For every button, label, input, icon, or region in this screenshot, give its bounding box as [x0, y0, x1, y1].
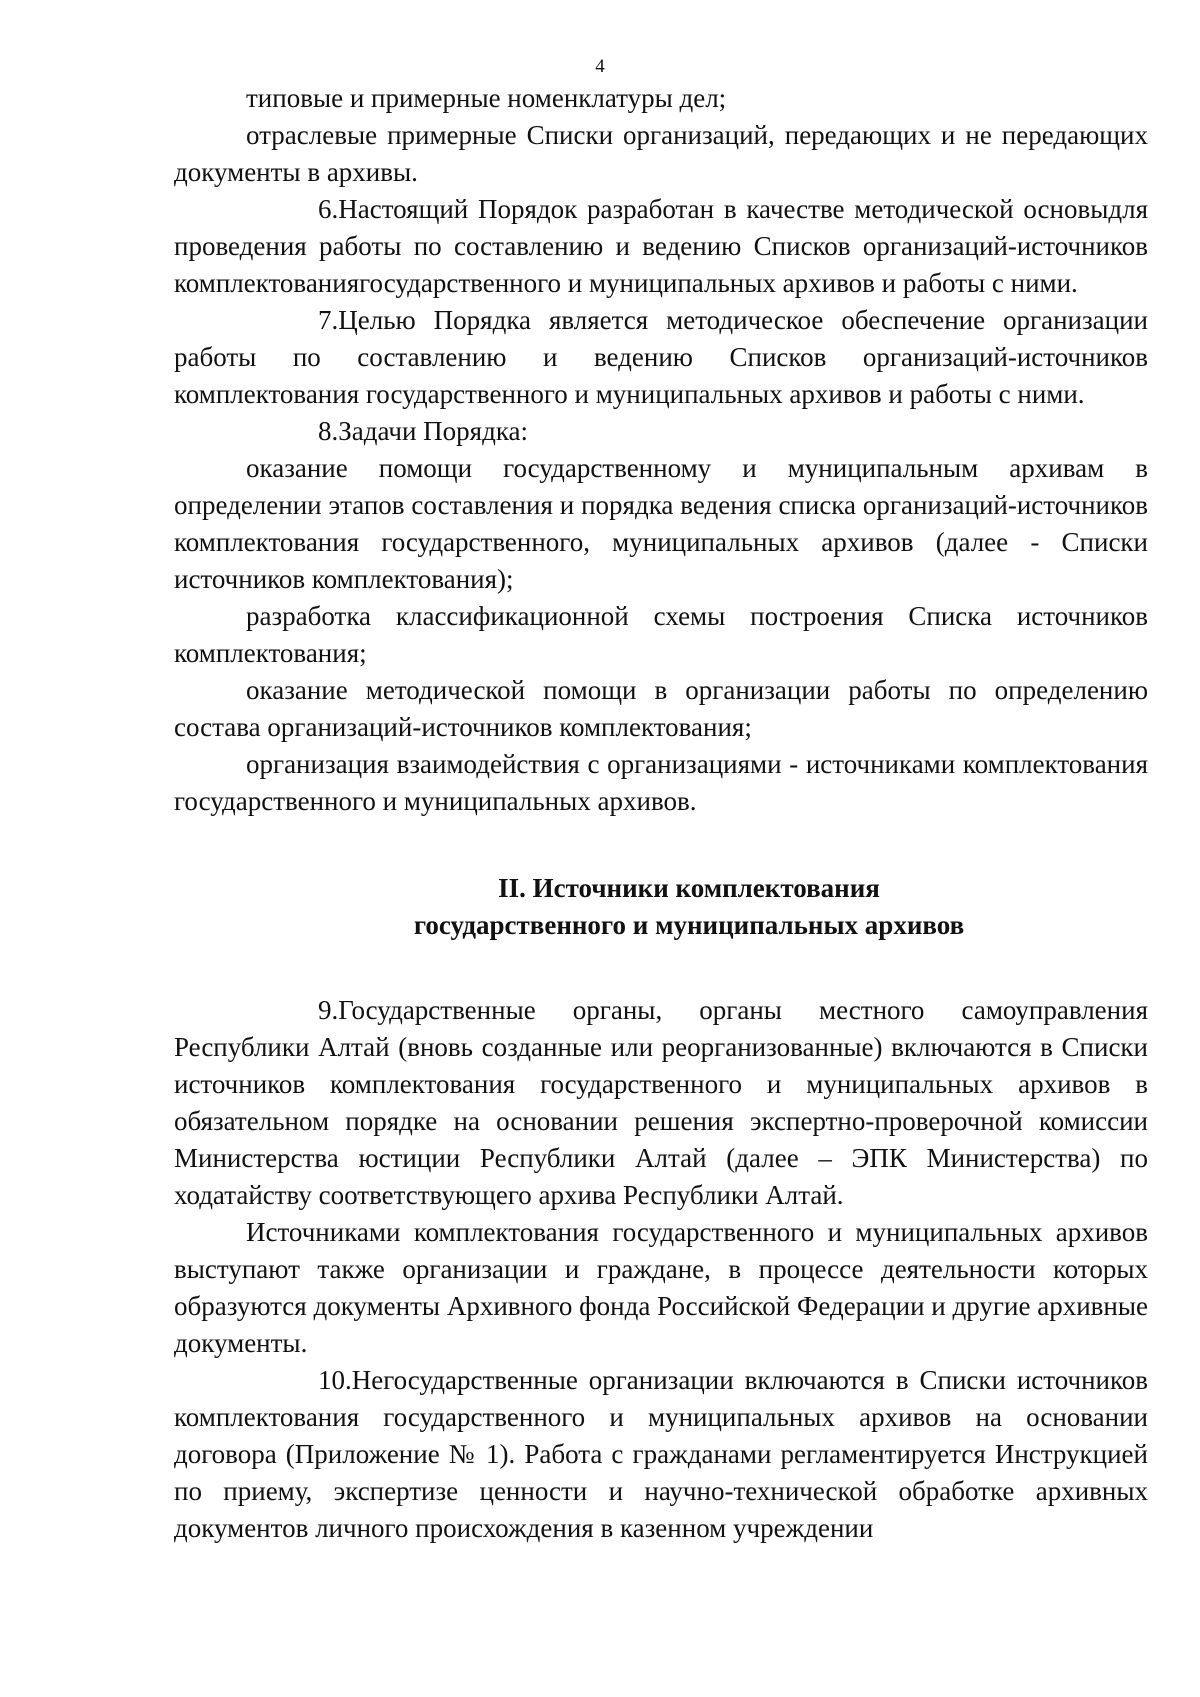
paragraph-number: 9.	[318, 995, 339, 1025]
paragraph-text: Негосударственные организации включаются в Списки источников комплектования государственного и муниципальных архивов на основании договора (Приложение № 1). Работа с гражданами регламентируется Инструкцией по приему, экспертизе ценности и научно-технической обработке архивных документов личного происхождения в казенном учреждении	[174, 1365, 1148, 1543]
paragraph	[174, 598, 1148, 672]
paragraph	[174, 672, 1148, 746]
paragraph	[174, 746, 1148, 820]
paragraph-text: типовые и примерные номенклатуры дел;	[246, 83, 727, 113]
numbered-paragraph	[174, 302, 1148, 413]
paragraph-text: Источниками комплектования государственного и муниципальных архивов выступают также организации и граждане, в процессе деятельности которых образуются документы Архивного фонда Российской Федерации и другие архивные документы.	[174, 1217, 1148, 1358]
paragraph-text: Целью Порядка является методическое обеспечение организации работы по составлению и ведению Списков организаций-источников комплектования государственного и муниципальных архивов и работы с ними.	[174, 305, 1148, 409]
paragraph-number: 8.	[318, 416, 339, 446]
paragraph	[174, 1214, 1148, 1362]
paragraph-text: Настоящий Порядок разработан в качестве методической основыдля проведения работы по составлению и ведению Списков организаций-источников комплектованиягосударственного и муниципальных архивов и работы с ними.	[174, 194, 1148, 298]
paragraph	[174, 117, 1148, 191]
paragraph-number: 6.	[318, 194, 339, 224]
section-heading-line-1: II. Источники комплектования	[498, 873, 880, 903]
paragraph-text: организация взаимодействия с организациями - источниками комплектования государственного и муниципальных архивов.	[174, 749, 1148, 816]
paragraph-text: оказание помощи государственному и муниципальным архивам в определении этапов составления и порядка ведения списка организаций-источников комплектования государственного, муниципальных архивов (далее - Списки источников комплектования);	[174, 453, 1148, 594]
page-number: 4	[595, 56, 605, 77]
section-heading	[174, 820, 1148, 992]
section-heading-line-2: государственного и муниципальных архивов	[413, 910, 965, 940]
numbered-paragraph	[174, 1362, 1148, 1547]
paragraph-number: 10.	[318, 1365, 352, 1395]
paragraph-text: Задачи Порядка:	[338, 416, 529, 446]
paragraph-text: отраслевые примерные Списки организаций, передающих и не передающих документы в архивы.	[174, 120, 1148, 187]
document-body	[174, 80, 1148, 1547]
paragraph	[174, 80, 1148, 117]
paragraph-number: 7.	[318, 305, 339, 335]
numbered-paragraph	[174, 413, 1148, 450]
paragraph-text: разработка классификационной схемы построения Списка источников комплектования;	[174, 601, 1148, 668]
numbered-paragraph	[174, 992, 1148, 1214]
numbered-paragraph	[174, 191, 1148, 302]
paragraph-text: Государственные органы, органы местного самоуправления Республики Алтай (вновь созданные или реорганизованные) включаются в Списки источников комплектования государственного и муниципальных архивов в обязательном порядке на основании решения экспертно-проверочной комиссии Министерства юстиции Республики Алтай (далее – ЭПК Министерства) по ходатайству соответствующего архива Республики Алтай.	[174, 995, 1148, 1210]
paragraph	[174, 450, 1148, 598]
paragraph-text: оказание методической помощи в организации работы по определению состава организаций-источников комплектования;	[174, 675, 1148, 742]
